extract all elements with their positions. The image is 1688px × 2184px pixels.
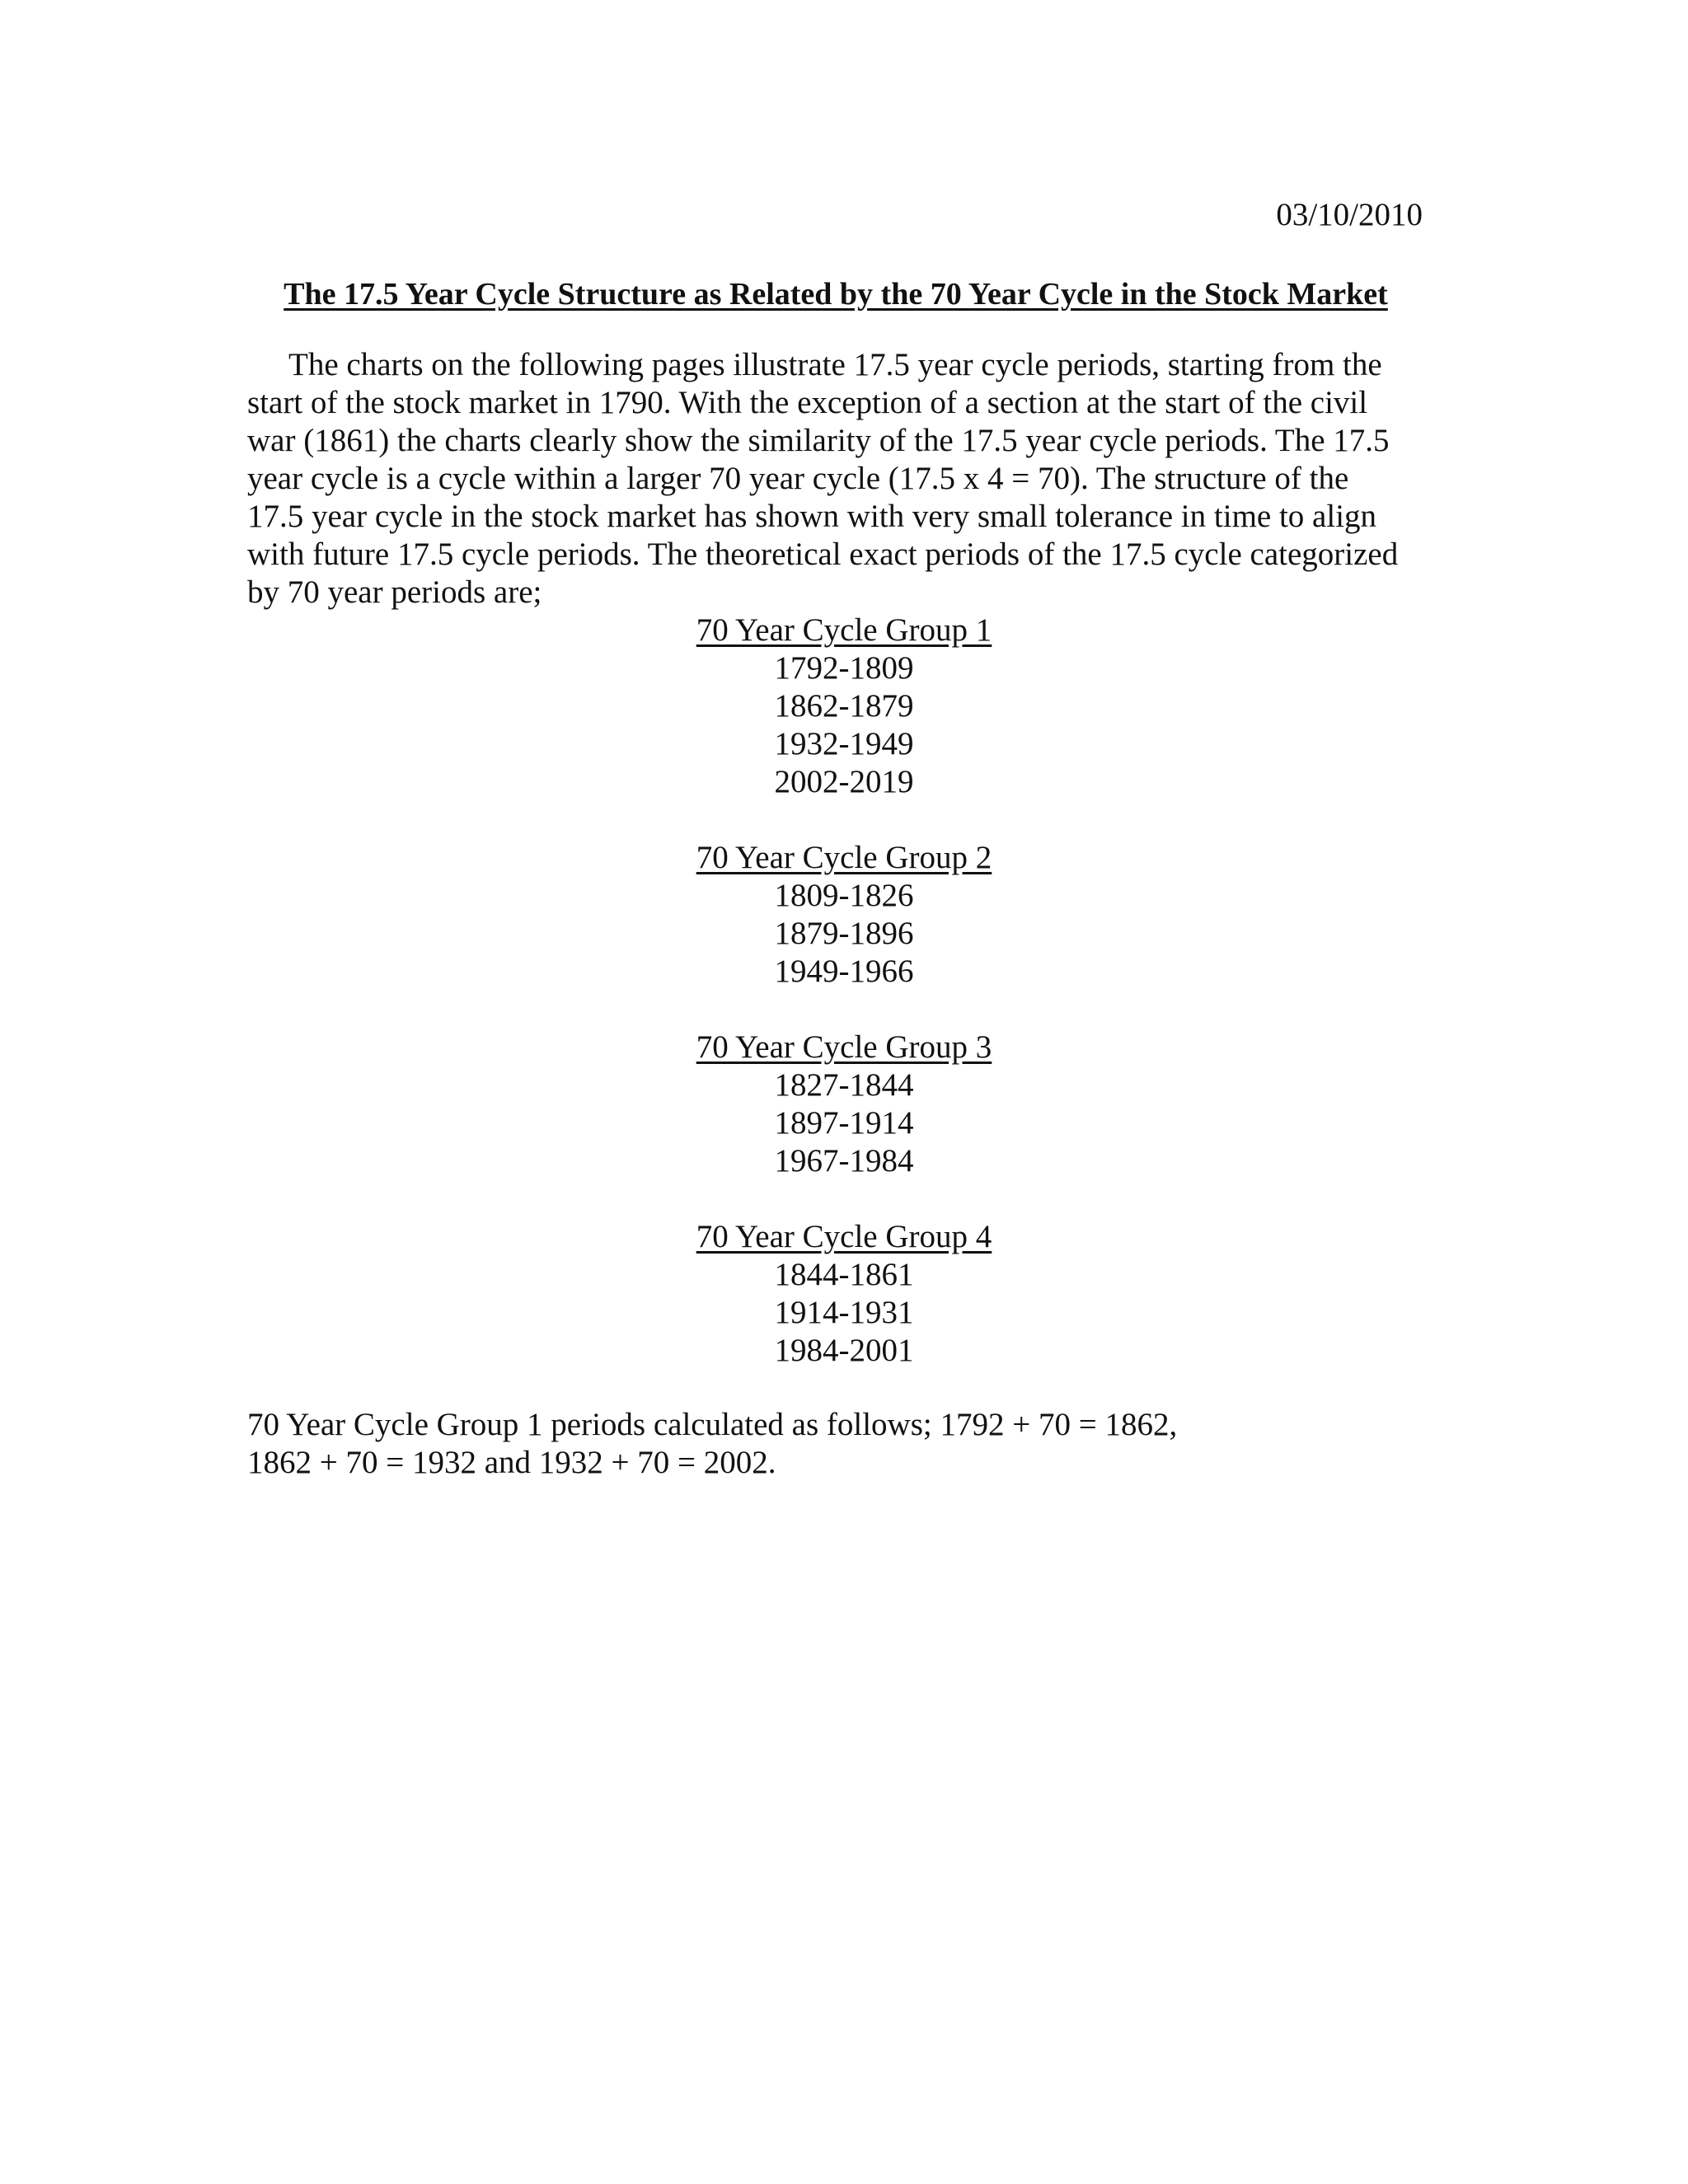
calculation-note xyxy=(247,1406,1177,1482)
period-item: 1897-1914 xyxy=(774,1105,914,1141)
paragraph-line: year cycle is a cycle within a larger 70 year cycle (17.5 x 4 = 70). The structure of the xyxy=(247,461,1349,496)
period-item: 1967-1984 xyxy=(774,1143,914,1179)
period-item: 1984-2001 xyxy=(774,1333,914,1368)
period-item: 1809-1826 xyxy=(774,878,914,913)
group-heading: 70 Year Cycle Group 1 xyxy=(696,612,992,648)
period-item: 1827-1844 xyxy=(774,1067,914,1103)
cycle-group-1 xyxy=(0,612,1688,801)
paragraph-line: with future 17.5 cycle periods. The theoretical exact periods of the 17.5 cycle categorized xyxy=(247,537,1399,572)
period-item: 1914-1931 xyxy=(774,1295,914,1330)
period-item: 1862-1879 xyxy=(774,688,914,724)
paragraph-line: The charts on the following pages illustrate 17.5 year cycle periods, starting from the xyxy=(288,347,1382,382)
footer-line: 1862 + 70 = 1932 and 1932 + 70 = 2002. xyxy=(247,1445,776,1480)
document-date: 03/10/2010 xyxy=(1276,197,1423,232)
cycle-group-2 xyxy=(0,839,1688,991)
group-heading: 70 Year Cycle Group 4 xyxy=(696,1219,992,1254)
paragraph-line: war (1861) the charts clearly show the similarity of the 17.5 year cycle periods. The 17.5 xyxy=(247,423,1390,458)
paragraph-line: by 70 year periods are; xyxy=(247,574,542,610)
group-heading: 70 Year Cycle Group 3 xyxy=(696,1029,992,1065)
period-item: 2002-2019 xyxy=(774,764,914,799)
paragraph-line: start of the stock market in 1790. With the exception of a section at the start of the civil xyxy=(247,385,1368,420)
period-item: 1949-1966 xyxy=(774,954,914,989)
period-item: 1844-1861 xyxy=(774,1257,914,1292)
period-item: 1879-1896 xyxy=(774,916,914,951)
document-title: The 17.5 Year Cycle Structure as Related by the 70 Year Cycle in the Stock Market xyxy=(284,277,1388,312)
group-heading: 70 Year Cycle Group 2 xyxy=(696,840,992,875)
paragraph-line: 17.5 year cycle in the stock market has shown with very small tolerance in time to align xyxy=(247,499,1377,534)
period-item: 1932-1949 xyxy=(774,726,914,762)
intro-paragraph xyxy=(247,346,1398,612)
footer-line: 70 Year Cycle Group 1 periods calculated as follows; 1792 + 70 = 1862, xyxy=(247,1407,1178,1442)
cycle-group-4 xyxy=(0,1218,1688,1370)
cycle-group-3 xyxy=(0,1029,1688,1180)
cycle-groups xyxy=(0,612,1688,1408)
period-item: 1792-1809 xyxy=(774,650,914,686)
